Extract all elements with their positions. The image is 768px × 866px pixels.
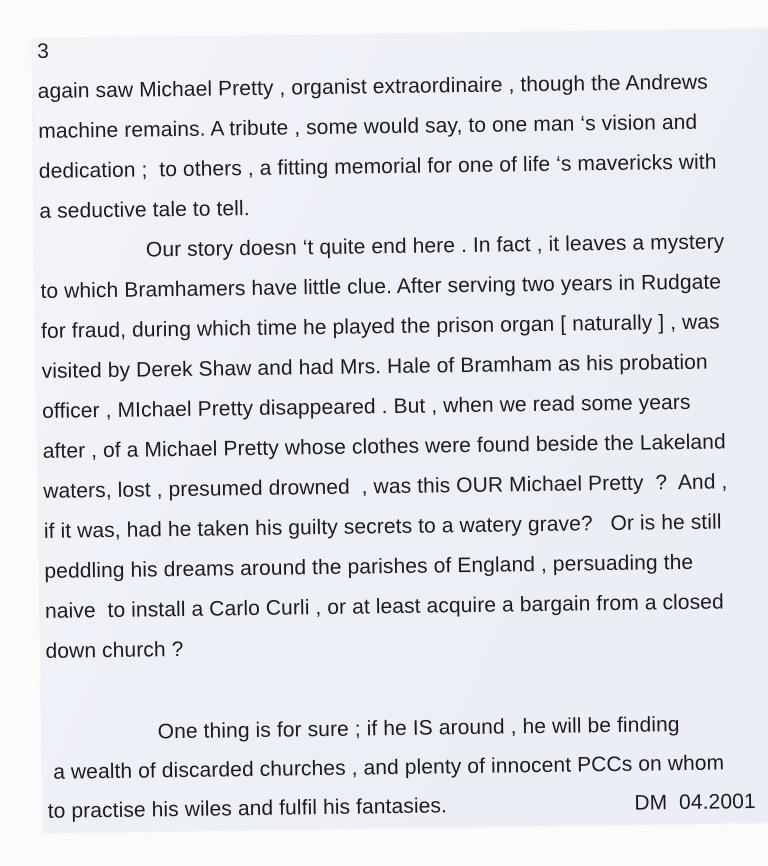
text-line: for fraud, during which time he played the prison organ [ naturally ] , was xyxy=(40,310,720,343)
closing-text: to practise his wiles and fulfil his fantasies. xyxy=(47,794,448,823)
text-line: down church ? xyxy=(45,637,184,663)
text-line: naive to install a Carlo Curli , or at least acquire a bargain from a closed xyxy=(44,590,724,623)
text-line: again saw Michael Pretty , organist extraordinaire , though the Andrews xyxy=(37,70,708,103)
text-line: visited by Derek Shaw and had Mrs. Hale of Bramham as his probation xyxy=(41,350,708,383)
initials-date: DM 04.2001 xyxy=(634,789,756,815)
text-line: Our story doesn ‘t quite end here . In fact , it leaves a mystery xyxy=(145,230,725,262)
text-line: peddling his dreams around the parishes of England , persuading the xyxy=(44,550,694,583)
page-content xyxy=(37,22,756,831)
paragraph-2 xyxy=(40,222,754,672)
text-line: a seductive tale to tell. xyxy=(39,196,250,223)
document-page xyxy=(33,29,768,832)
paragraph-1 xyxy=(37,62,747,232)
paragraph-3 xyxy=(46,704,756,831)
text-line: a wealth of discarded churches , and plenty of innocent PCCs on whom xyxy=(53,751,725,784)
text-line: dedication ; to others , a fitting memorial for one of life ‘s mavericks with xyxy=(38,150,717,183)
text-line: machine remains. A tribute , some would say, to one man ‘s vision and xyxy=(38,110,698,143)
text-line: One thing is for sure ; if he IS around , he will be finding xyxy=(157,713,680,744)
text-line: officer , MIchael Pretty disappeared . But , when we read some years xyxy=(42,390,691,423)
text-line: to which Bramhamers have little clue. After serving two years in Rudgate xyxy=(40,270,722,303)
text-line: if it was, had he taken his guilty secrets to a watery grave? Or is he still xyxy=(43,510,722,543)
text-line: waters, lost , presumed drowned , was this OUR Michael Pretty ? And , xyxy=(43,470,728,503)
text-line: after , of a Michael Pretty whose clothes were found beside the Lakeland xyxy=(42,430,726,463)
page-number: 3 xyxy=(36,39,50,63)
